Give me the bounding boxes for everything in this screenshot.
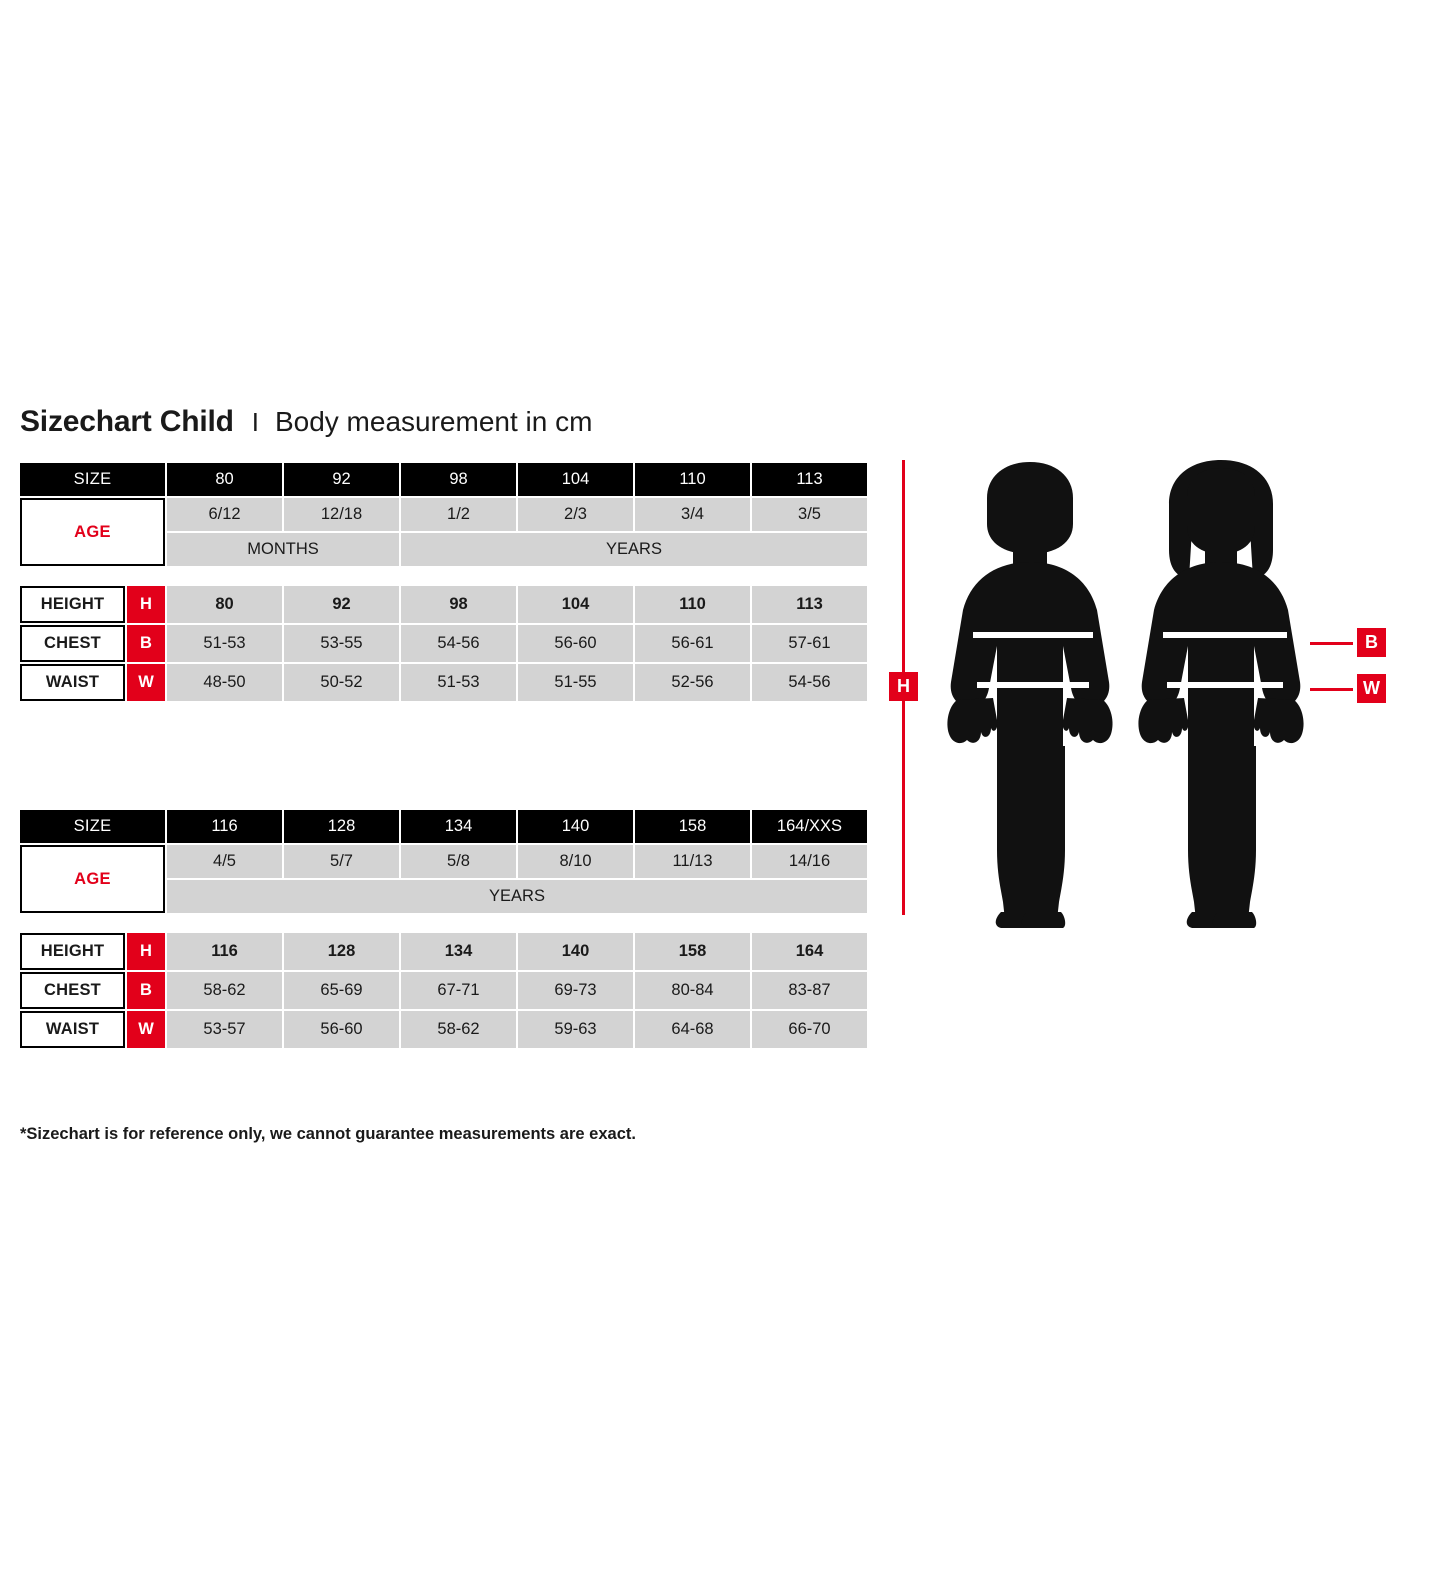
height-value: 128 bbox=[284, 933, 399, 970]
table-row-size bbox=[20, 810, 867, 843]
age-value: 14/16 bbox=[752, 845, 867, 878]
row-label-chest: CHEST bbox=[20, 972, 125, 1009]
waist-value: 48-50 bbox=[167, 664, 282, 701]
waist-value: 64-68 bbox=[635, 1011, 750, 1048]
waist-value: 66-70 bbox=[752, 1011, 867, 1048]
age-value: 12/18 bbox=[284, 498, 399, 531]
row-label-height: HEIGHT bbox=[20, 933, 125, 970]
page-title bbox=[20, 405, 592, 439]
age-value: 4/5 bbox=[167, 845, 282, 878]
waist-value: 52-56 bbox=[635, 664, 750, 701]
age-value: 8/10 bbox=[518, 845, 633, 878]
chest-value: 80-84 bbox=[635, 972, 750, 1009]
col-header-size: SIZE bbox=[20, 463, 165, 496]
row-label-waist: WAIST bbox=[20, 1011, 125, 1048]
table-row-age bbox=[20, 498, 867, 531]
waist-value: 59-63 bbox=[518, 1011, 633, 1048]
size-value: 128 bbox=[284, 810, 399, 843]
table-row-spacer bbox=[20, 915, 867, 931]
chest-value: 56-60 bbox=[518, 625, 633, 662]
size-value: 164/XXS bbox=[752, 810, 867, 843]
child-silhouettes-icon bbox=[935, 450, 1355, 930]
chest-value: 58-62 bbox=[167, 972, 282, 1009]
waist-value: 51-53 bbox=[401, 664, 516, 701]
height-value: 164 bbox=[752, 933, 867, 970]
size-table-large bbox=[18, 808, 869, 1050]
height-value: 113 bbox=[752, 586, 867, 623]
chest-value: 53-55 bbox=[284, 625, 399, 662]
waist-value: 51-55 bbox=[518, 664, 633, 701]
row-label-age: AGE bbox=[20, 498, 165, 566]
chest-value: 54-56 bbox=[401, 625, 516, 662]
tag-h-icon: H bbox=[127, 586, 165, 623]
age-value: 3/4 bbox=[635, 498, 750, 531]
title-separator: I bbox=[251, 407, 259, 437]
height-value: 116 bbox=[167, 933, 282, 970]
tag-w-icon: W bbox=[127, 1011, 165, 1048]
age-unit-years: YEARS bbox=[167, 880, 867, 913]
size-value: 92 bbox=[284, 463, 399, 496]
height-value: 92 bbox=[284, 586, 399, 623]
waist-value: 53-57 bbox=[167, 1011, 282, 1048]
size-value: 116 bbox=[167, 810, 282, 843]
chest-value: 67-71 bbox=[401, 972, 516, 1009]
spacer-cell bbox=[20, 568, 867, 584]
height-value: 110 bbox=[635, 586, 750, 623]
tag-b-icon: B bbox=[127, 625, 165, 662]
chest-value: 57-61 bbox=[752, 625, 867, 662]
table-row-chest bbox=[20, 972, 867, 1009]
waist-value: 54-56 bbox=[752, 664, 867, 701]
height-value: 104 bbox=[518, 586, 633, 623]
row-label-waist: WAIST bbox=[20, 664, 125, 701]
waist-value: 58-62 bbox=[401, 1011, 516, 1048]
size-value: 134 bbox=[401, 810, 516, 843]
row-label-height: HEIGHT bbox=[20, 586, 125, 623]
badge-w-icon: W bbox=[1357, 674, 1386, 703]
height-value: 158 bbox=[635, 933, 750, 970]
age-value: 3/5 bbox=[752, 498, 867, 531]
table-row-size bbox=[20, 463, 867, 496]
chest-value: 83-87 bbox=[752, 972, 867, 1009]
waist-value: 56-60 bbox=[284, 1011, 399, 1048]
table-row-waist bbox=[20, 1011, 867, 1048]
size-value: 158 bbox=[635, 810, 750, 843]
chest-value: 69-73 bbox=[518, 972, 633, 1009]
waist-value: 50-52 bbox=[284, 664, 399, 701]
age-value: 5/7 bbox=[284, 845, 399, 878]
chest-value: 65-69 bbox=[284, 972, 399, 1009]
age-value: 1/2 bbox=[401, 498, 516, 531]
row-label-age: AGE bbox=[20, 845, 165, 913]
tag-w-icon: W bbox=[127, 664, 165, 701]
size-value: 80 bbox=[167, 463, 282, 496]
height-value: 98 bbox=[401, 586, 516, 623]
table-row-age bbox=[20, 845, 867, 878]
age-value: 2/3 bbox=[518, 498, 633, 531]
age-value: 11/13 bbox=[635, 845, 750, 878]
title-subtitle: Body measurement in cm bbox=[274, 406, 593, 437]
badge-h-icon: H bbox=[889, 672, 918, 701]
spacer-cell bbox=[20, 915, 867, 931]
size-value: 140 bbox=[518, 810, 633, 843]
measurement-diagram bbox=[880, 450, 1420, 930]
age-unit-years: YEARS bbox=[401, 533, 867, 566]
height-value: 134 bbox=[401, 933, 516, 970]
size-value: 113 bbox=[752, 463, 867, 496]
height-value: 140 bbox=[518, 933, 633, 970]
row-label-chest: CHEST bbox=[20, 625, 125, 662]
col-header-size: SIZE bbox=[20, 810, 165, 843]
chest-value: 56-61 bbox=[635, 625, 750, 662]
size-value: 98 bbox=[401, 463, 516, 496]
size-value: 110 bbox=[635, 463, 750, 496]
age-value: 6/12 bbox=[167, 498, 282, 531]
chest-value: 51-53 bbox=[167, 625, 282, 662]
height-value: 80 bbox=[167, 586, 282, 623]
table-row-height bbox=[20, 933, 867, 970]
tag-h-icon: H bbox=[127, 933, 165, 970]
age-unit-months: MONTHS bbox=[167, 533, 399, 566]
table-row-height bbox=[20, 586, 867, 623]
age-value: 5/8 bbox=[401, 845, 516, 878]
footnote: *Sizechart is for reference only, we cannot guarantee measurements are exact. bbox=[20, 1125, 636, 1143]
size-table-small bbox=[18, 461, 869, 703]
size-value: 104 bbox=[518, 463, 633, 496]
tag-b-icon: B bbox=[127, 972, 165, 1009]
table-row-chest bbox=[20, 625, 867, 662]
table-row-spacer bbox=[20, 568, 867, 584]
title-main: Sizechart Child bbox=[20, 405, 234, 438]
badge-b-icon: B bbox=[1357, 628, 1386, 657]
table-row-waist bbox=[20, 664, 867, 701]
